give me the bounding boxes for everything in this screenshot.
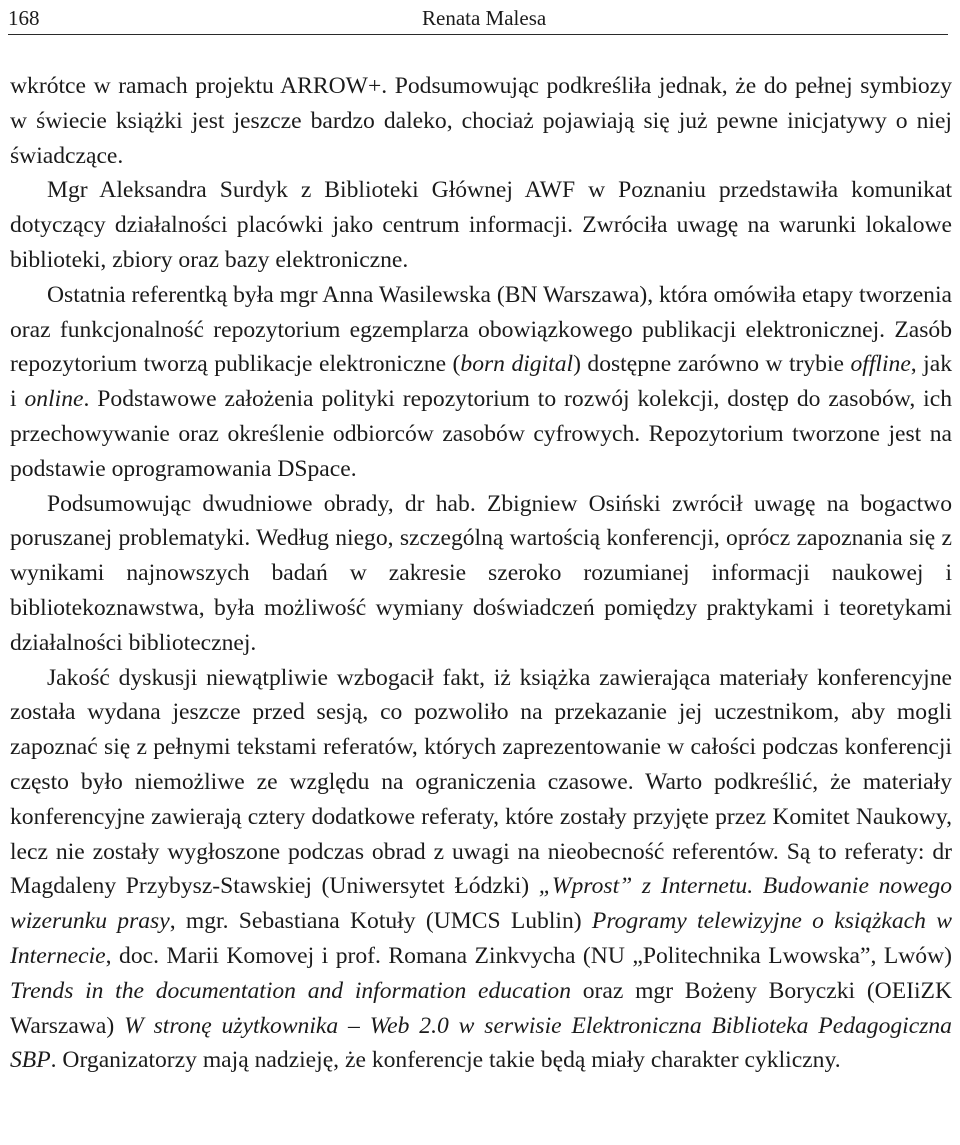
header-rule (8, 34, 948, 35)
text-run: , doc. Marii Komovej i prof. Romana Zinkvycha (NU „Politechnika Lwowska”, Lwów) (105, 942, 952, 969)
text-run: Ostatnia referentką była mgr Anna Wasilewska (BN Warszawa), która omówiła etapy tworzenia oraz funkcjonalność repozytorium egzemplarza obowiązkowego publikacji elektronicznej. Zasób repozytorium tworzą publikacje elektroniczne ( (10, 281, 952, 378)
text-run: Mgr Aleksandra Surdyk z Biblioteki Głównej AWF w Poznaniu przedstawiła komunikat dotyczący działalności placówki jako centrum informacji. Zwróciła uwagę na warunki lokalowe biblioteki, zbiory oraz bazy elektroniczne. (10, 177, 952, 273)
text-run: oraz mgr Bożeny Boryczki (OEIiZK Warszawa) (10, 977, 952, 1039)
text-run: , mgr. Sebastiana Kotuły (UMCS Lublin) (169, 908, 592, 935)
text-run: , jak i (10, 351, 952, 413)
running-header (8, 4, 948, 32)
text-run: ) dostępne zarówno w trybie (573, 351, 851, 378)
running-head-author: Renata Malesa (422, 6, 547, 30)
text-run: . Podstawowe założenia polityki repozytorium to rozwój kolekcji, dostęp do zasobów, ich przechowywanie oraz określenie odbiorców zasobów cyfrowych. Repozytorium tworzone jest na podstawie oprogramowania DSpace. (10, 386, 952, 482)
italic-text-run: offline (850, 351, 911, 378)
italic-text-run: born digital (460, 351, 574, 378)
italic-text-run: W stronę użytkownika – Web 2.0 w serwisie Elektroniczna Biblioteka Pedagogiczna SBP (10, 1012, 952, 1074)
text-run: . Organizatorzy mają nadzieję, że konferencje takie będą miały charakter cykliczny. (50, 1047, 841, 1074)
text-run: wkrótce w ramach projektu ARROW+. Podsumowując podkreśliła jednak, że do pełnej symbiozy w świecie książki jest jeszcze bardzo daleko, chociaż pojawiają się już pewne inicjatywy o niej świadczące. (10, 73, 952, 169)
page-number: 168 (8, 6, 40, 30)
italic-text-run: Trends in the documentation and information education (10, 977, 572, 1004)
paragraph (10, 661, 952, 1079)
paragraph (10, 173, 952, 277)
text-run: Podsumowując dwudniowe obrady, dr hab. Zbigniew Osiński zwrócił uwagę na bogactwo poruszanej problematyki. Według niego, szczególną wartością konferencji, oprócz zapoznania się z wynikami najnowszych badań w zakresie szeroko rozumianej informacji naukowej i bibliotekoznawstwa, była możliwość wymiany doświadczeń pomiędzy praktykami i teoretykami działalności bibliotecznej. (10, 490, 952, 656)
italic-text-run: „Wprost” z Internetu. Budowanie nowego wizerunku prasy (10, 873, 952, 935)
italic-text-run: Programy telewizyjne o książkach w Internecie (10, 908, 952, 969)
text-run: Jakość dyskusji niewątpliwie wzbogacił fakt, iż książka zawierająca materiały konferencyjne została wydana jeszcze przed sesją, co pozwoliło na przekazanie jej uczestnikom, aby mogli zapoznać się z pełnymi tekstami referatów, których zaprezentowanie w całości podczas konferencji często było niemożliwe ze względu na ograniczenia czasowe. Warto podkreślić, że materiały konferencyjne zawierają cztery dodatkowe referaty, które zostały przyjęte przez Komitet Naukowy, lecz nie zostały wygłoszone podczas obrad z uwagi na nieobecność referentów. Są to referaty: dr Magdaleny Przybysz-Stawskiej (Uniwersytet Łódzki) (10, 664, 952, 900)
paragraph (10, 278, 952, 487)
paragraph (10, 487, 952, 661)
italic-text-run: online (24, 386, 84, 413)
body-text (10, 69, 952, 1078)
paragraph (10, 69, 952, 173)
